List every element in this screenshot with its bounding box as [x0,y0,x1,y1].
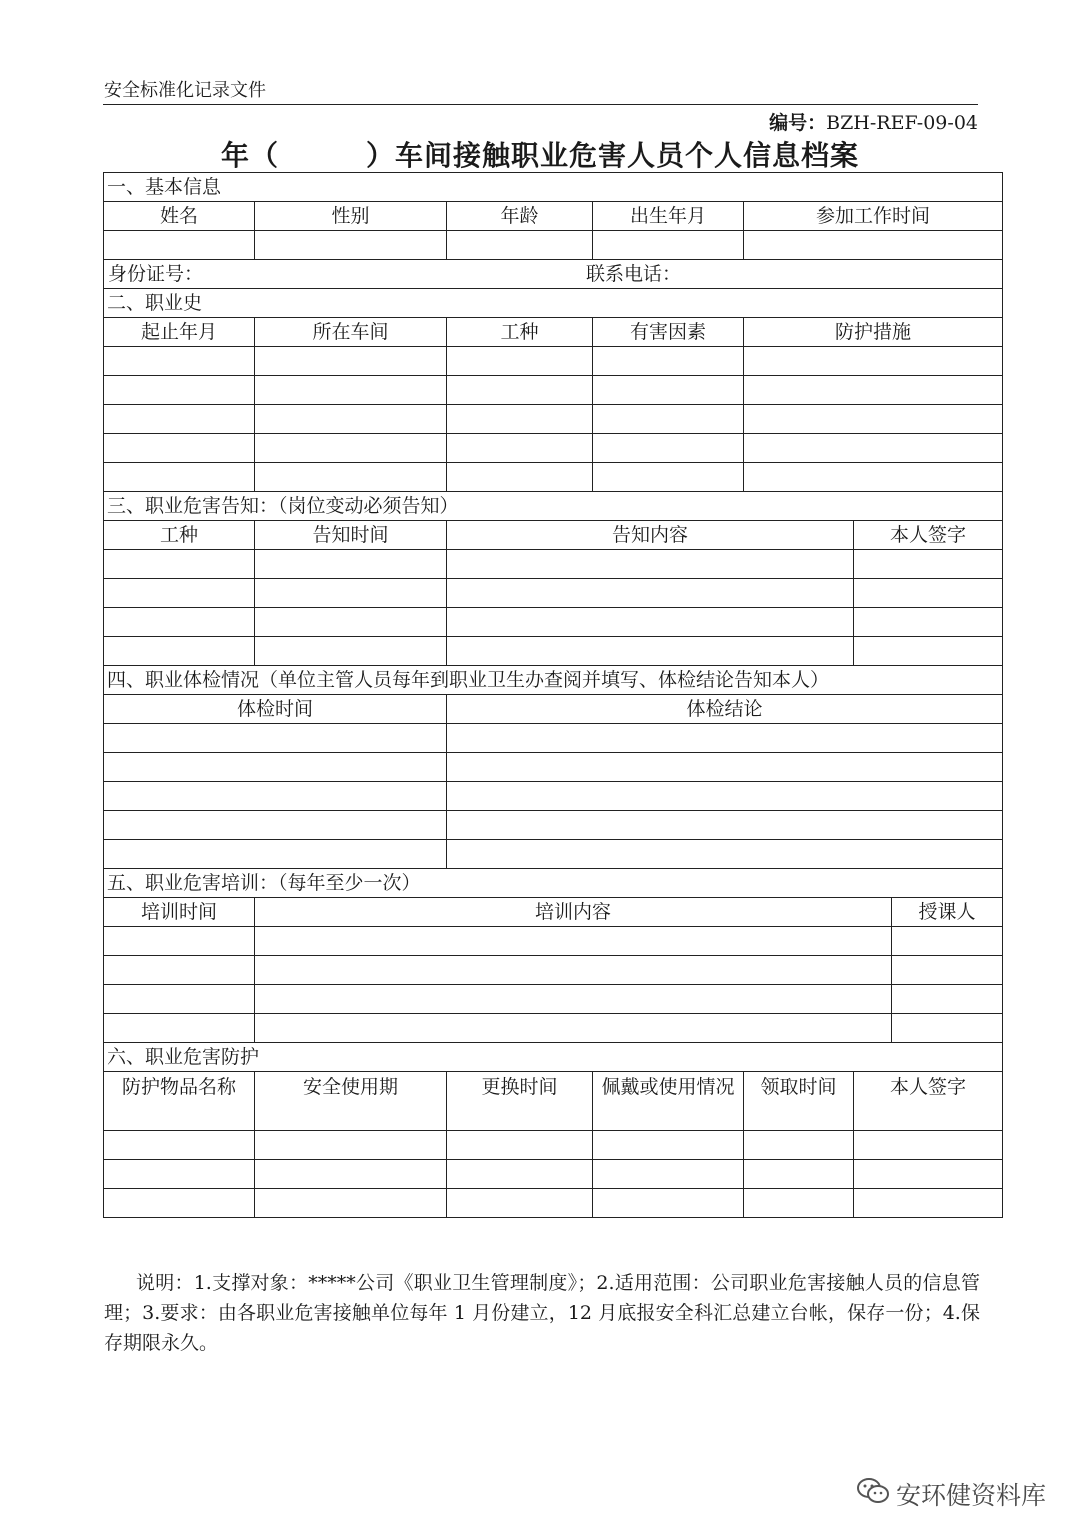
form-cell[interactable] [854,1189,1003,1218]
table-row [104,724,1003,753]
table-row [104,1014,1003,1043]
form-cell[interactable] [447,231,593,260]
table-row [104,231,1003,260]
column-header: 有害因素 [593,318,744,347]
form-cell[interactable] [104,1160,255,1189]
form-cell[interactable] [104,637,255,666]
section-training-row [104,869,1003,898]
form-cell[interactable] [255,1160,447,1189]
table-row [104,579,1003,608]
form-cell[interactable] [447,347,593,376]
section-work-history-row [104,289,1003,318]
form-cell[interactable] [593,231,744,260]
form-cell[interactable] [255,347,447,376]
table-row [104,550,1003,579]
form-cell[interactable] [104,1131,255,1160]
form-cell[interactable] [593,434,744,463]
wechat-icon [856,1476,896,1512]
column-header: 姓名 [104,202,255,231]
form-cell[interactable] [255,985,892,1014]
personal-info-form [103,172,1003,1218]
table-row [104,637,1003,666]
table-header-row [104,1072,1003,1131]
form-cell[interactable] [593,1160,744,1189]
column-header: 所在车间 [255,318,447,347]
section-title: 五、职业危害培训：（每年至少一次） [104,869,1003,898]
form-cell[interactable] [104,434,255,463]
form-cell[interactable] [447,753,1003,782]
column-header: 体检结论 [447,695,1003,724]
form-cell[interactable] [104,376,255,405]
form-cell[interactable] [447,579,854,608]
column-header: 领取时间 [744,1072,854,1131]
table-row [104,1131,1003,1160]
form-cell[interactable] [744,1160,854,1189]
form-cell[interactable] [447,782,1003,811]
id-phone-row [104,260,1003,289]
form-cell[interactable] [892,1014,1003,1043]
column-header: 安全使用期 [255,1072,447,1131]
section-title: 一、基本信息 [104,173,1003,202]
form-cell[interactable] [854,579,1003,608]
section-protection-row [104,1043,1003,1072]
id-number-label: 身份证号： [108,263,204,285]
form-cell[interactable] [447,724,1003,753]
form-cell[interactable] [744,1131,854,1160]
column-header: 工种 [104,521,255,550]
table-row [104,463,1003,492]
section-title: 二、职业史 [104,289,1003,318]
column-header: 起止年月 [104,318,255,347]
form-cell[interactable] [104,782,447,811]
form-cell[interactable] [447,811,1003,840]
form-cell[interactable] [447,608,854,637]
watermark [856,1476,1046,1512]
form-cell[interactable] [255,927,892,956]
column-header: 防护物品名称 [104,1072,255,1131]
form-cell[interactable] [104,927,255,956]
form-cell[interactable] [104,405,255,434]
form-cell[interactable] [447,1131,593,1160]
form-cell[interactable] [744,347,1003,376]
column-header: 更换时间 [447,1072,593,1131]
form-cell[interactable] [104,231,255,260]
id-phone-cell[interactable] [104,260,1003,289]
form-cell[interactable] [104,1014,255,1043]
table-row [104,405,1003,434]
form-cell[interactable] [854,550,1003,579]
column-header: 参加工作时间 [744,202,1003,231]
form-cell[interactable] [255,637,447,666]
column-header: 出生年月 [593,202,744,231]
column-header: 防护措施 [744,318,1003,347]
table-row [104,753,1003,782]
form-cell[interactable] [104,579,255,608]
form-cell[interactable] [447,637,854,666]
form-cell[interactable] [892,985,1003,1014]
form-cell[interactable] [447,550,854,579]
form-cell[interactable] [255,1131,447,1160]
section-title: 三、职业危害告知：（岗位变动必须告知） [104,492,1003,521]
form-cell[interactable] [593,1189,744,1218]
document-code-label: 编号： [769,112,827,134]
table-row [104,782,1003,811]
page-title: 年（ ）车间接触职业危害人员个人信息档案 [220,139,859,172]
table-row [104,985,1003,1014]
table-header-row [104,318,1003,347]
form-cell[interactable] [744,231,1003,260]
table-header-row [104,695,1003,724]
form-cell[interactable] [744,1189,854,1218]
form-cell[interactable] [854,1131,1003,1160]
form-cell[interactable] [744,376,1003,405]
column-header: 工种 [447,318,593,347]
column-header: 性别 [255,202,447,231]
form-cell[interactable] [104,753,447,782]
table-row [104,840,1003,869]
form-cell[interactable] [255,1014,892,1043]
form-cell[interactable] [255,463,447,492]
form-cell[interactable] [104,956,255,985]
form-cell[interactable] [104,550,255,579]
table-row [104,434,1003,463]
form-cell[interactable] [447,434,593,463]
form-cell[interactable] [255,231,447,260]
form-cell[interactable] [854,1160,1003,1189]
form-cell[interactable] [447,1160,593,1189]
form-cell[interactable] [593,1131,744,1160]
column-header: 本人签字 [854,1072,1003,1131]
column-header: 培训时间 [104,898,255,927]
column-header: 告知内容 [447,521,854,550]
watermark-text: 安环健资料库 [895,1481,1046,1510]
form-cell[interactable] [744,463,1003,492]
column-header: 体检时间 [104,695,447,724]
form-cell[interactable] [104,608,255,637]
form-cell[interactable] [854,637,1003,666]
form-cell[interactable] [104,985,255,1014]
form-cell[interactable] [255,956,892,985]
form-cell[interactable] [104,347,255,376]
form-cell[interactable] [104,840,447,869]
form-cell[interactable] [593,405,744,434]
form-cell[interactable] [744,405,1003,434]
form-cell[interactable] [255,550,447,579]
document-code [769,108,978,135]
table-row [104,1189,1003,1218]
section-hazard-notice-row [104,492,1003,521]
column-header: 告知时间 [255,521,447,550]
form-cell[interactable] [447,376,593,405]
table-row [104,376,1003,405]
form-cell[interactable] [892,927,1003,956]
form-cell[interactable] [255,608,447,637]
table-row [104,956,1003,985]
form-cell[interactable] [255,1189,447,1218]
form-cell[interactable] [447,1189,593,1218]
form-cell[interactable] [255,579,447,608]
form-cell[interactable] [892,956,1003,985]
form-cell[interactable] [255,376,447,405]
table-row [104,811,1003,840]
form-cell[interactable] [104,1189,255,1218]
form-cell[interactable] [104,463,255,492]
column-header: 培训内容 [255,898,892,927]
table-header-row [104,898,1003,927]
form-cell[interactable] [104,811,447,840]
form-cell[interactable] [593,376,744,405]
form-cell[interactable] [593,463,744,492]
table-header-row [104,521,1003,550]
document-code-value: BZH-REF-09-04 [826,112,978,134]
explanatory-note: 说明：1.支撑对象：*****公司《职业卫生管理制度》；2.适用范围：公司职业危害接触人员的信息管理；3.要求：由各职业危害接触单位每年 1 月份建立，12 月底报安全科汇总建立台帐，保存一份；4.保存期限永久。 [104,1272,980,1354]
form-cell[interactable] [854,608,1003,637]
form-cell[interactable] [255,405,447,434]
section-health-exam-row [104,666,1003,695]
form-cell[interactable] [104,724,447,753]
form-cell[interactable] [447,840,1003,869]
section-title: 四、职业体检情况（单位主管人员每年到职业卫生办查阅并填写、体检结论告知本人） [104,666,1003,695]
header-divider [103,104,978,105]
form-cell[interactable] [447,405,593,434]
document-category: 安全标准化记录文件 [104,80,266,101]
table-row [104,1160,1003,1189]
column-header: 本人签字 [854,521,1003,550]
form-cell[interactable] [255,434,447,463]
table-row [104,927,1003,956]
table-row [104,347,1003,376]
column-header: 佩戴或使用情况 [593,1072,744,1131]
section-basic-info-row [104,173,1003,202]
section-title: 六、职业危害防护 [104,1043,1003,1072]
phone-label: 联系电话： [586,263,682,285]
table-row [104,608,1003,637]
column-header: 年龄 [447,202,593,231]
form-cell[interactable] [447,463,593,492]
table-header-row [104,202,1003,231]
form-cell[interactable] [744,434,1003,463]
form-cell[interactable] [593,347,744,376]
column-header: 授课人 [892,898,1003,927]
